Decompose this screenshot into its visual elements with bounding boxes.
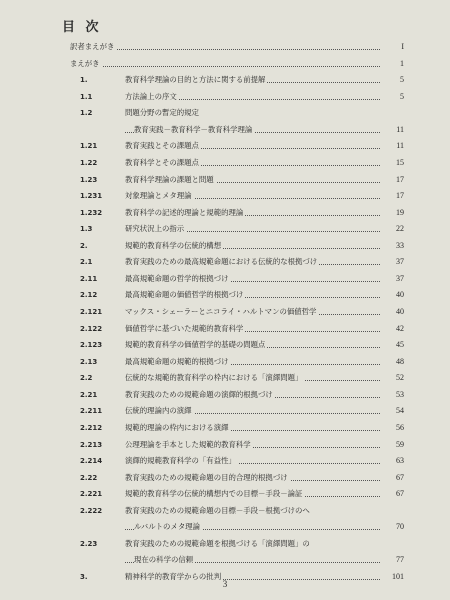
toc-entry xyxy=(0,371,450,385)
toc-entry-number: 1.231 xyxy=(80,192,103,201)
toc-entry-page: 67 xyxy=(380,487,404,501)
toc-entry-title: 教育実践のための規範命題を根拠づける「演繹問題」の xyxy=(125,537,312,551)
toc-entry-title: 教育科学の記述的理論と規範的理論 xyxy=(125,206,245,220)
dot-leader xyxy=(70,49,398,50)
toc-entry-page: 56 xyxy=(380,421,404,435)
toc-entry-number: 1.232 xyxy=(80,208,103,217)
toc-entry-title: 演繹的規範教育科学の「有益性」 xyxy=(125,454,238,468)
toc-entry-page: 22 xyxy=(380,222,404,236)
toc-entry-title: 研究状況上の指示 xyxy=(125,222,186,236)
toc-entry-title: 教育実践とその課題点 xyxy=(125,139,201,153)
toc-entry-title: 現在の科学の信頼 xyxy=(134,553,195,567)
toc-entry-title: 教育実践－教育科学－教育科学理論 xyxy=(134,123,254,137)
toc-entry-title: 伝統的な規範的教育科学の枠内における「演繹問題」 xyxy=(125,371,304,385)
toc-entry-page: 45 xyxy=(380,338,404,352)
toc-entry-title: 訳者まえがき xyxy=(70,40,116,54)
toc-entry xyxy=(0,454,450,468)
toc-entry-title: 最高規範命題の哲学的根拠づけ xyxy=(125,272,230,286)
toc-entry-title: 最高規範命題の規範的根拠づけ xyxy=(125,355,230,369)
toc-entry xyxy=(0,123,450,137)
toc-entry-number: 2.12 xyxy=(80,291,98,300)
toc-entry-title: 教育実践のための規範命題の目標－手段－根拠づけのへ xyxy=(125,504,312,518)
toc-entry-number: 2.221 xyxy=(80,490,103,499)
toc-entry-title: 教育科学とその課題点 xyxy=(125,156,201,170)
toc-entry-title: 教育実践のための最高規範命題における伝統的な根拠づけ xyxy=(125,255,319,269)
toc-entry-page: 67 xyxy=(380,471,404,485)
toc-entry-number: 2.213 xyxy=(80,440,103,449)
toc-entry xyxy=(0,537,450,551)
toc-entry-number: 2.11 xyxy=(80,274,98,283)
toc-entry xyxy=(0,173,450,187)
toc-entry-page: 19 xyxy=(380,206,404,220)
toc-entry-number: 1. xyxy=(80,76,88,85)
toc-entry-page: 33 xyxy=(380,239,404,253)
toc-entry-title: 規範的教育科学の伝統的構想内での目標－手段－論証 xyxy=(125,487,304,501)
toc-entry-title: 教育実践のための規範命題の目的合理的根拠づけ xyxy=(125,471,290,485)
toc-entry-title: 精神科学的教育学からの批判 xyxy=(125,570,223,584)
toc-entry-number: 2.23 xyxy=(80,539,98,548)
toc-entry-title: 規範的理論の枠内における演繹 xyxy=(125,421,230,435)
toc-entry-number: 1.22 xyxy=(80,158,98,167)
toc-entry xyxy=(0,272,450,286)
toc-entry-page: 1 xyxy=(380,57,404,71)
toc-entry xyxy=(0,239,450,253)
toc-entry-title: まえがき xyxy=(70,57,102,71)
page-title: 目 次 xyxy=(62,20,102,35)
toc-entry-page: 54 xyxy=(380,404,404,418)
toc-entry xyxy=(0,520,450,534)
toc-entry xyxy=(0,139,450,153)
toc-entry-page: 77 xyxy=(380,553,404,567)
toc-entry xyxy=(0,421,450,435)
toc-entry xyxy=(0,471,450,485)
toc-entry-number: 2.123 xyxy=(80,341,103,350)
toc-entry xyxy=(0,553,450,567)
toc-entry xyxy=(0,106,450,120)
toc-entry-page: 52 xyxy=(380,371,404,385)
toc-entry xyxy=(0,504,450,518)
toc-entry-number: 1.21 xyxy=(80,142,98,151)
toc-entry xyxy=(0,255,450,269)
toc-entry-page: 40 xyxy=(380,305,404,319)
toc-entry xyxy=(0,73,450,87)
toc-entry-title: ルバルトのメタ理論 xyxy=(134,520,202,534)
toc-entry-number: 2.212 xyxy=(80,423,103,432)
toc-entry xyxy=(0,322,450,336)
toc-entry-page: 17 xyxy=(380,173,404,187)
toc-entry-page: 17 xyxy=(380,189,404,203)
toc-entry-page: 40 xyxy=(380,288,404,302)
toc-entry-title: マックス・シェーラーとニコライ・ハルトマンの価値哲学 xyxy=(125,305,318,319)
toc-entry-page: 5 xyxy=(380,90,404,104)
toc-entry-title: 問題分野の暫定的規定 xyxy=(125,106,201,120)
toc-entry-page: 63 xyxy=(380,454,404,468)
toc-entry-page: 37 xyxy=(380,272,404,286)
toc-entry-title: 教育科学理論の課題と問題 xyxy=(125,173,216,187)
toc-entry-number: 2. xyxy=(80,241,88,250)
page-number: 3 xyxy=(222,579,228,589)
toc-entry-title: 価値哲学に基づいた規範的教育科学 xyxy=(125,322,245,336)
toc-entry-title: 規範的教育科学の価値哲学的基礎の問題点 xyxy=(125,338,267,352)
toc-entry xyxy=(0,305,450,319)
toc-entry-page: 15 xyxy=(380,156,404,170)
toc-entry xyxy=(0,404,450,418)
toc-entry-number: 2.122 xyxy=(80,324,103,333)
toc-entry-number: 2.2 xyxy=(80,374,93,383)
toc-entry xyxy=(0,355,450,369)
toc-entry-title: 最高規範命題の価値哲学的根拠づけ xyxy=(125,288,245,302)
toc-entry-page: 11 xyxy=(380,139,404,153)
toc-entry-number: 1.23 xyxy=(80,175,98,184)
toc-entry-page: 5 xyxy=(380,73,404,87)
toc-entry xyxy=(0,338,450,352)
toc-entry-title: 対象理論とメタ理論 xyxy=(125,189,194,203)
toc-entry-number: 2.214 xyxy=(80,457,103,466)
toc-entry xyxy=(0,288,450,302)
toc-entry-title: 教育科学理論の目的と方法に関する前提解 xyxy=(125,73,267,87)
toc-entry-page: 11 xyxy=(380,123,404,137)
toc-entry xyxy=(0,156,450,170)
toc-entry xyxy=(0,222,450,236)
toc-entry-title: 教育実践のための規範命題の演繹的根拠づけ xyxy=(125,388,275,402)
toc-entry-number: 2.22 xyxy=(80,473,98,482)
toc-entry xyxy=(0,189,450,203)
toc-entry-number: 1.2 xyxy=(80,109,93,118)
toc-entry-number: 2.222 xyxy=(80,506,103,515)
toc-entry-page: 37 xyxy=(380,255,404,269)
toc-entry-page: I xyxy=(380,40,404,54)
toc-entry-number: 2.21 xyxy=(80,390,98,399)
toc-entry xyxy=(0,40,450,54)
toc-entry-title: 伝統的理論内の演繹 xyxy=(125,404,194,418)
toc-entry-page: 53 xyxy=(380,388,404,402)
toc-entry-page: 48 xyxy=(380,355,404,369)
toc-entry xyxy=(0,388,450,402)
toc-entry-number: 3. xyxy=(80,573,88,581)
toc-entry-title: 方法論上の序文 xyxy=(125,90,179,104)
toc-entry-number: 2.1 xyxy=(80,258,93,267)
toc-entry-number: 1.1 xyxy=(80,92,93,101)
toc-entry-page: 101 xyxy=(380,570,404,584)
toc-entry xyxy=(0,438,450,452)
toc-entry xyxy=(0,57,450,71)
toc-entry-number: 1.3 xyxy=(80,225,93,234)
toc-entry-number: 2.121 xyxy=(80,308,103,316)
toc-entry-number: 2.13 xyxy=(80,357,98,366)
toc-entry xyxy=(0,487,450,501)
toc-entry-number: 2.211 xyxy=(80,407,103,416)
toc-entry-page: 42 xyxy=(380,322,404,336)
toc-entry-title: 公理理論を手本とした規範的教育科学 xyxy=(125,438,253,452)
toc-entry xyxy=(0,90,450,104)
toc-entry-title: 規範的教育科学の伝統的構想 xyxy=(125,239,223,253)
dot-leader xyxy=(70,66,398,67)
toc-entry-page: 59 xyxy=(380,438,404,452)
toc-entry-page: 70 xyxy=(380,520,404,534)
toc-entry xyxy=(0,206,450,220)
